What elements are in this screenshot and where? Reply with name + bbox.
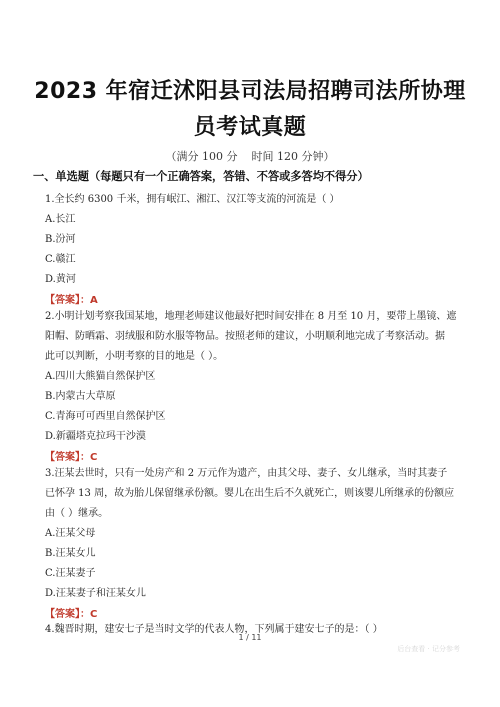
question-1-option-b: B.汾河 [45,234,76,245]
question-1-option-a: A.长江 [45,214,76,225]
question-3-text-line-2: 已怀孕 13 周，故为胎儿保留继承份额。婴儿在出生后不久就死亡，则该婴儿所继承的份额应 [45,488,455,499]
question-2-text-line-3: 此可以判断，小明考察的目的地是（ ）。 [45,351,224,362]
question-2-option-d: D.新疆塔克拉玛干沙漠 [45,431,146,442]
document-title-line-2: 员考试真题 [193,115,307,140]
question-2-text-line-2: 阳帽、防晒霜、羽绒服和防水服等物品。按照老师的建议，小明顺利地完成了考察活动。据 [45,331,445,342]
question-3-option-d: D.汪某妻子和汪某女儿 [45,588,146,599]
question-3-option-c: C.汪某妻子 [45,568,96,579]
question-3-text-line-1: 3.汪某去世时，只有一处房产和 2 万元作为遗产，由其父母、妻子、女儿继承，当时其妻子 [45,468,448,479]
question-1-answer: 【答案】：A [45,295,98,306]
exam-info: （满分 100 分 时间 120 分钟） [165,150,335,163]
section-heading: 一、单选题（每题只有一个正确答案，答错、不答或多答均不得分） [33,170,369,183]
question-3-text-line-3: 由（ ）继承。 [45,508,109,519]
question-4-text: 4.魏晋时期，建安七子是当时文学的代表人物，下列属于建安七子的是：（ ） [45,624,383,635]
question-2-option-a: A.四川大熊猫自然保护区 [45,371,156,382]
document-title-line-1: 2023 年宿迁沭阳县司法局招聘司法所协理 [34,79,466,104]
question-3-option-a: A.汪某父母 [45,528,96,539]
question-1-option-d: D.黄河 [45,274,76,285]
question-2-answer: 【答案】：C [45,452,98,463]
question-1-option-c: C.赣江 [45,254,76,265]
question-2-option-c: C.青海可可西里自然保护区 [45,411,166,422]
question-2-option-b: B.内蒙古大草原 [45,391,116,402]
question-2-text-line-1: 2.小明计划考察我国某地，地理老师建议他最好把时间安排在 8 月至 10 月，要带上墨镜、遮 [45,311,457,322]
watermark: 后台查看 · 记分参考 [397,645,460,653]
page-number: 1 / 11 [238,633,262,642]
question-3-answer: 【答案】：C [45,609,98,620]
question-3-option-b: B.汪某女儿 [45,548,96,559]
question-1-text: 1.全长约 6300 千米，拥有岷江、湘江、汉江等支流的河流是（ ） [45,194,340,205]
